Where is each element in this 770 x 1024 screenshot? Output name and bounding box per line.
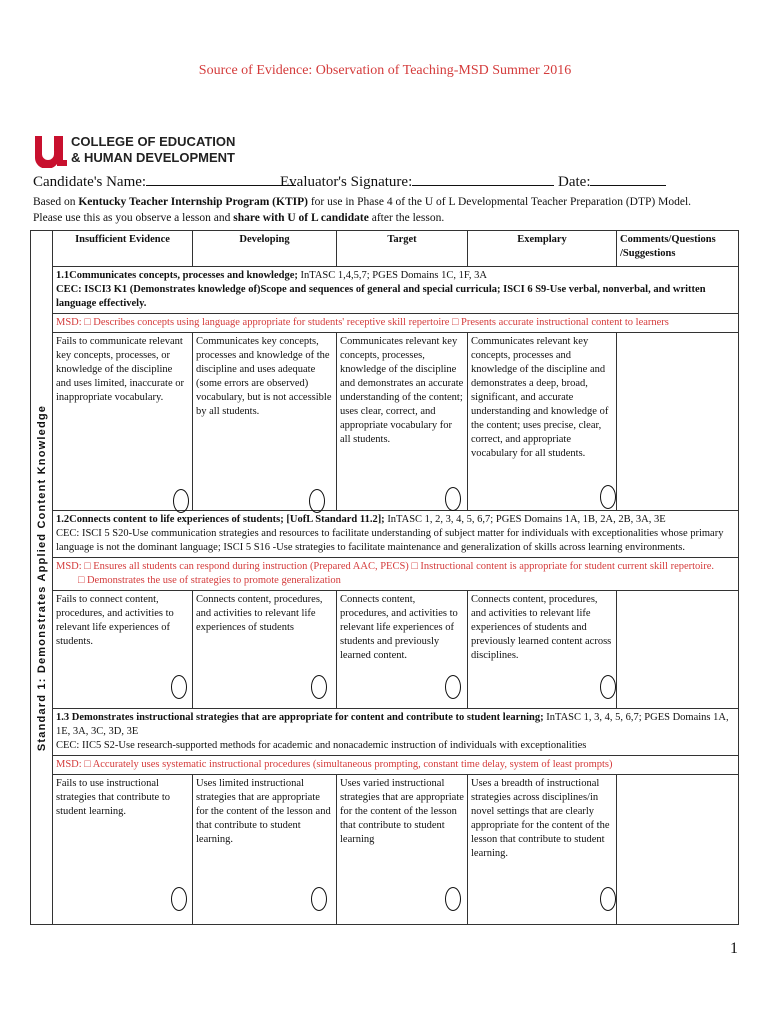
rating-circle[interactable] <box>600 675 616 699</box>
section-1-3-msd: MSD: □ Accurately uses systematic instructional procedures (simultaneous prompting, constant time delay, system of least prompts) <box>53 756 739 775</box>
rubric-table <box>30 230 739 925</box>
intro-line1-b: Kentucky Teacher Internship Program (KTIP) <box>78 196 308 208</box>
section-1-3-exemplary: Uses a breadth of instructional strategies across disciplines/in novel settings that are clearly appropriate for the content of the lesson that contribute to student learning. <box>468 775 617 925</box>
section-1-2-comments[interactable] <box>617 591 739 709</box>
section-1-1-msd-row <box>31 314 739 333</box>
logo-line-2: & HUMAN DEVELOPMENT <box>71 150 235 165</box>
intro-line1-c: for use in Phase 4 of the U of L Developmental Teacher Preparation (DTP) Model. <box>307 196 692 208</box>
evaluator-signature-row <box>280 171 554 191</box>
section-1-2-cec: CEC: ISCI 5 S20-Use communication strategies and resources to facilitate understanding of subject matter for individuals with exceptionalities whose primary language is not the dominant language; ISCI 5 S16 -Use strategies to facilitate maintenance and generalization of skills across learning environments. <box>56 528 724 553</box>
rating-circle[interactable] <box>171 887 187 911</box>
date-field[interactable] <box>590 171 666 186</box>
section-1-1-developing: Communicates key concepts, processes and knowledge of the discipline and uses adequate (some errors are observed) vocabulary, but is not accessible by all students. <box>193 333 337 511</box>
section-1-2-msd: MSD: □ Ensures all students can respond during instruction (Prepared AAC, PECS) □ Instructional content is appropriate for student current skill repertoire. <box>56 561 715 572</box>
col-exemplary: Exemplary <box>468 231 617 267</box>
section-1-1-target: Communicates relevant key concepts, processes, knowledge of the discipline and demonstrates an accurate understanding of the content; uses clear, correct, and appropriate vocabulary for all students. <box>337 333 468 511</box>
section-1-3-developing: Uses limited instructional strategies that are appropriate for the content of the lesson and that contribute to student learning. <box>193 775 337 925</box>
section-1-3-title: 1.3 Demonstrates instructional strategies that are appropriate for content and contribute to student learning; <box>56 712 544 723</box>
rubric-header-row <box>31 231 739 267</box>
section-1-2-msd-row <box>31 558 739 591</box>
section-1-3-title-row <box>31 709 739 756</box>
candidate-name-label: Candidate's Name: <box>33 174 147 190</box>
rating-circle[interactable] <box>171 675 187 699</box>
source-of-evidence-title: Source of Evidence: Observation of Teaching-MSD Summer 2016 <box>198 63 572 78</box>
col-target: Target <box>337 231 468 267</box>
section-1-3-msd-row <box>31 756 739 775</box>
rating-circle[interactable] <box>445 675 461 699</box>
evaluator-signature-label: Evaluator's Signature: <box>280 174 413 190</box>
rating-circle[interactable] <box>445 487 461 511</box>
date-row <box>558 171 666 191</box>
logo-line-1: COLLEGE OF EDUCATION <box>71 134 236 149</box>
section-1-1-msd: MSD: □ Describes concepts using language appropriate for students' receptive skill repertoire □ Presents accurate instructional content to learners <box>53 314 739 333</box>
section-1-2-insufficient: Fails to connect content, procedures, and activities to relevant life experiences of students. <box>53 591 193 709</box>
rating-circle[interactable] <box>309 489 325 513</box>
section-1-3-comments[interactable] <box>617 775 739 925</box>
intro-line2-a: Please use this as you observe a lesson and <box>33 212 234 224</box>
section-1-1-insufficient: Fails to communicate relevant key concepts, processes, or knowledge of the discipline and uses limited, inaccurate or inappropriate vocabulary. <box>53 333 193 511</box>
intro-line2-b: share with U of L candidate <box>233 212 369 224</box>
section-1-3-target: Uses varied instructional strategies that are appropriate for the content of the lesson that contribute to student learning <box>337 775 468 925</box>
candidate-name-row <box>33 171 296 191</box>
section-1-3-cec: CEC: IIC5 S2-Use research-supported methods for academic and nonacademic instruction of individuals with exceptionalities <box>56 740 587 751</box>
page-number: 1 <box>730 940 738 957</box>
section-1-2-msd-2: □ Demonstrates the use of strategies to promote generalization <box>78 575 341 586</box>
section-1-2-title-rest: InTASC 1, 2, 3, 4, 5, 6,7; PGES Domains 1A, 1B, 2A, 2B, 3A, 3E <box>384 514 666 525</box>
svg-text:OF: OF <box>46 152 55 158</box>
section-1-2-rating-row <box>31 591 739 709</box>
section-1-3-title-rest: InTASC 1, 3, 4, 5, 6,7; PGES Domains 1A, 1E, 3A, 3C, 3D, 3E <box>56 712 729 737</box>
rating-circle[interactable] <box>600 485 616 509</box>
intro-line1-a: Based on <box>33 196 79 208</box>
evaluator-signature-field[interactable] <box>412 171 554 186</box>
rating-circle[interactable] <box>311 675 327 699</box>
section-1-1-title: 1.1Communicates concepts, processes and knowledge; <box>56 270 298 281</box>
section-1-1-title-rest: InTASC 1,4,5,7; PGES Domains 1C, 1F, 3A <box>297 270 487 281</box>
intro-text <box>33 194 691 226</box>
section-1-2-title: 1.2Connects content to life experiences of students; [UofL Standard 11.2]; <box>56 514 385 525</box>
section-1-3-rating-row <box>31 775 739 925</box>
section-1-2-target: Connects content, procedures, and activities to relevant life experiences of students and previously learned content. <box>337 591 468 709</box>
section-1-1-title-row <box>31 267 739 314</box>
col-comments: Comments/Questions /Suggestions <box>617 231 739 267</box>
section-1-2-title-row <box>31 511 739 558</box>
section-1-2-developing: Connects content, procedures, and activities to relevant life experiences of students <box>193 591 337 709</box>
section-1-1-comments[interactable] <box>617 333 739 511</box>
section-1-3-insufficient: Fails to use instructional strategies that contribute to student learning. <box>53 775 193 925</box>
col-insufficient-evidence: Insufficient Evidence <box>53 231 193 267</box>
rating-circle[interactable] <box>173 489 189 513</box>
date-label: Date: <box>558 174 591 190</box>
intro-line2-c: after the lesson. <box>368 212 445 224</box>
candidate-name-field[interactable] <box>146 171 296 186</box>
section-1-1-exemplary: Communicates relevant key concepts, processes and knowledge of the discipline and demonstrates a deep, broad, significant, and accurate understanding and knowledge of the content; uses precise, clear, correct, and appropriate vocabulary for all students. <box>468 333 617 511</box>
rating-circle[interactable] <box>311 887 327 911</box>
section-1-1-cec: CEC: ISCI3 K1 (Demonstrates knowledge of)Scope and sequences of general and special curricula; ISCI 6 S9-Use verbal, nonverbal, and written language effectively. <box>56 284 706 309</box>
section-1-2-exemplary: Connects content, procedures, and activities to relevant life experiences of students and previously learned content across disciplines. <box>468 591 617 709</box>
rating-circle[interactable] <box>445 887 461 911</box>
col-developing: Developing <box>193 231 337 267</box>
uofl-logo-mark-icon <box>33 134 67 168</box>
standard-label-cell <box>31 231 53 925</box>
rating-circle[interactable] <box>600 887 616 911</box>
standard-label: Standard 1: Demonstrates Applied Content Knowledge <box>35 404 48 751</box>
section-1-1-rating-row <box>31 333 739 511</box>
